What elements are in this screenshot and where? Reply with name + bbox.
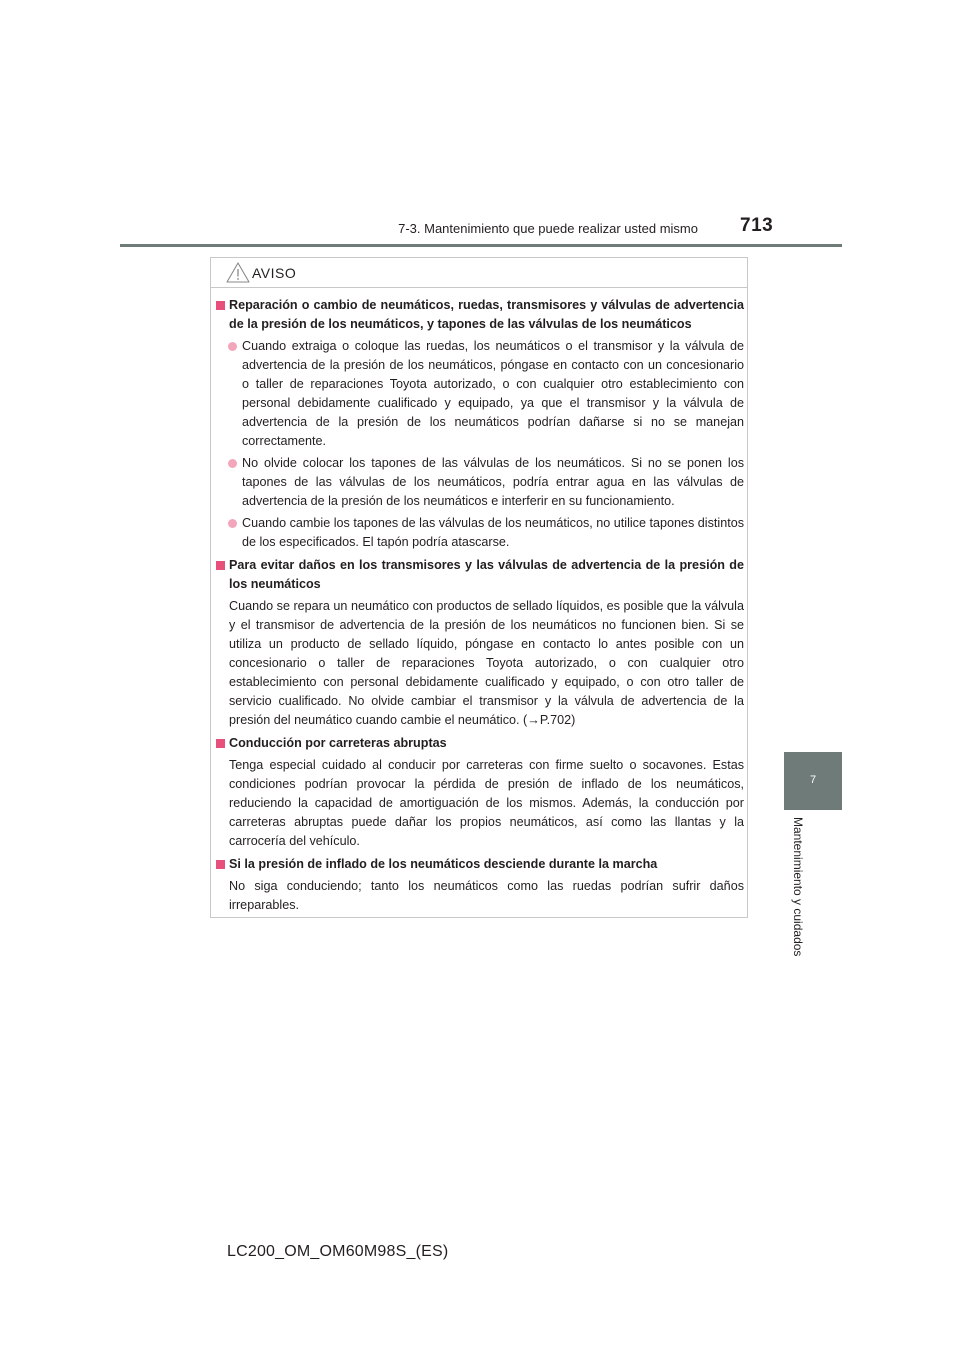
section-text: Cuando se repara un neumático con productos de sellado líquidos, es posible que la válvula y el transmisor de advertencia de la presión de los neumáticos no funcionen bien. Si se utiliza un producto de sellado líquido, póngase en contacto lo antes posible con un concesionario o taller de reparaciones Toyota autorizado, o con cualquier otro establecimiento con personal debidamente cualificado y equipado, o con otro taller de servicio cualificado. No olvide cambiar el transmisor y la válvula de advertencia de la presión del neumático cuando cambie el neumático. (→P.702) (229, 599, 744, 727)
notice-body (216, 296, 744, 919)
square-bullet-icon (216, 561, 225, 570)
chapter-tab (784, 752, 842, 810)
header-section-title: 7-3. Mantenimiento que puede realizar usted mismo (398, 221, 698, 236)
section-heading (216, 556, 744, 594)
section-heading (216, 296, 744, 334)
section-heading-text: Para evitar daños en los transmisores y las válvulas de advertencia de la presión de los neumáticos (229, 558, 744, 591)
square-bullet-icon (216, 301, 225, 310)
list-item (216, 337, 744, 451)
notice-section (216, 296, 744, 552)
chapter-number: 7 (809, 774, 817, 786)
list-item-text: No olvide colocar los tapones de las válvulas de los neumáticos. Si no se ponen los tapones de las válvulas de los neumáticos, podría entrar agua en las válvulas de advertencia de la presión de los neumáticos e interferir en su funcionamiento. (242, 456, 744, 508)
notice-title: AVISO (252, 265, 297, 281)
round-bullet-icon (228, 459, 237, 468)
section-heading-text: Conducción por carreteras abruptas (229, 736, 447, 750)
section-text: No siga conduciendo; tanto los neumáticos como las ruedas podrían sufrir daños irreparables. (229, 879, 744, 912)
square-bullet-icon (216, 739, 225, 748)
round-bullet-icon (228, 519, 237, 528)
notice-section (216, 556, 744, 730)
list-item (216, 454, 744, 511)
warning-notice-box (210, 257, 748, 918)
footer-document-code: LC200_OM_OM60M98S_(ES) (227, 1243, 449, 1260)
list-item-text: Cuando cambie los tapones de las válvulas de los neumáticos, no utilice tapones distintos de los especificados. El tapón podría atascarse. (242, 516, 744, 549)
section-heading (216, 734, 744, 753)
section-heading (216, 855, 744, 874)
chapter-title: Mantenimiento y cuidados (791, 817, 805, 957)
notice-section (216, 734, 744, 851)
notice-header (211, 258, 747, 288)
list-item-text: Cuando extraiga o coloque las ruedas, los neumáticos o el transmisor y la válvula de advertencia de la presión de los neumáticos, póngase en contacto con un concesionario o taller de reparaciones Toyota autorizado, o con cualquier otro establecimiento con personal debidamente cualificado y equipado, ya que el transmisor y la válvula de advertencia de la presión de los neumáticos podrían dañarse si no se manejan correctamente. (242, 339, 744, 448)
section-heading-text: Si la presión de inflado de los neumáticos desciende durante la marcha (229, 857, 658, 871)
section-text: Tenga especial cuidado al conducir por carreteras con firme suelto o socavones. Estas condiciones podrían provocar la pérdida de presión de inflado de los neumáticos, reduciendo la capacidad de amortiguación de los mismos. Además, la conducción por carreteras abruptas puede dañar los propios neumáticos, así como las llantas y la carrocería del vehículo. (229, 758, 744, 848)
list-item (216, 514, 744, 552)
round-bullet-icon (228, 342, 237, 351)
square-bullet-icon (216, 860, 225, 869)
page-number: 713 (740, 215, 774, 236)
header-divider (120, 244, 842, 247)
section-heading-text: Reparación o cambio de neumáticos, ruedas, transmisores y válvulas de advertencia de la presión de los neumáticos, y tapones de las válvulas de los neumáticos (229, 298, 744, 331)
notice-section (216, 855, 744, 915)
warning-triangle-icon (226, 262, 250, 283)
